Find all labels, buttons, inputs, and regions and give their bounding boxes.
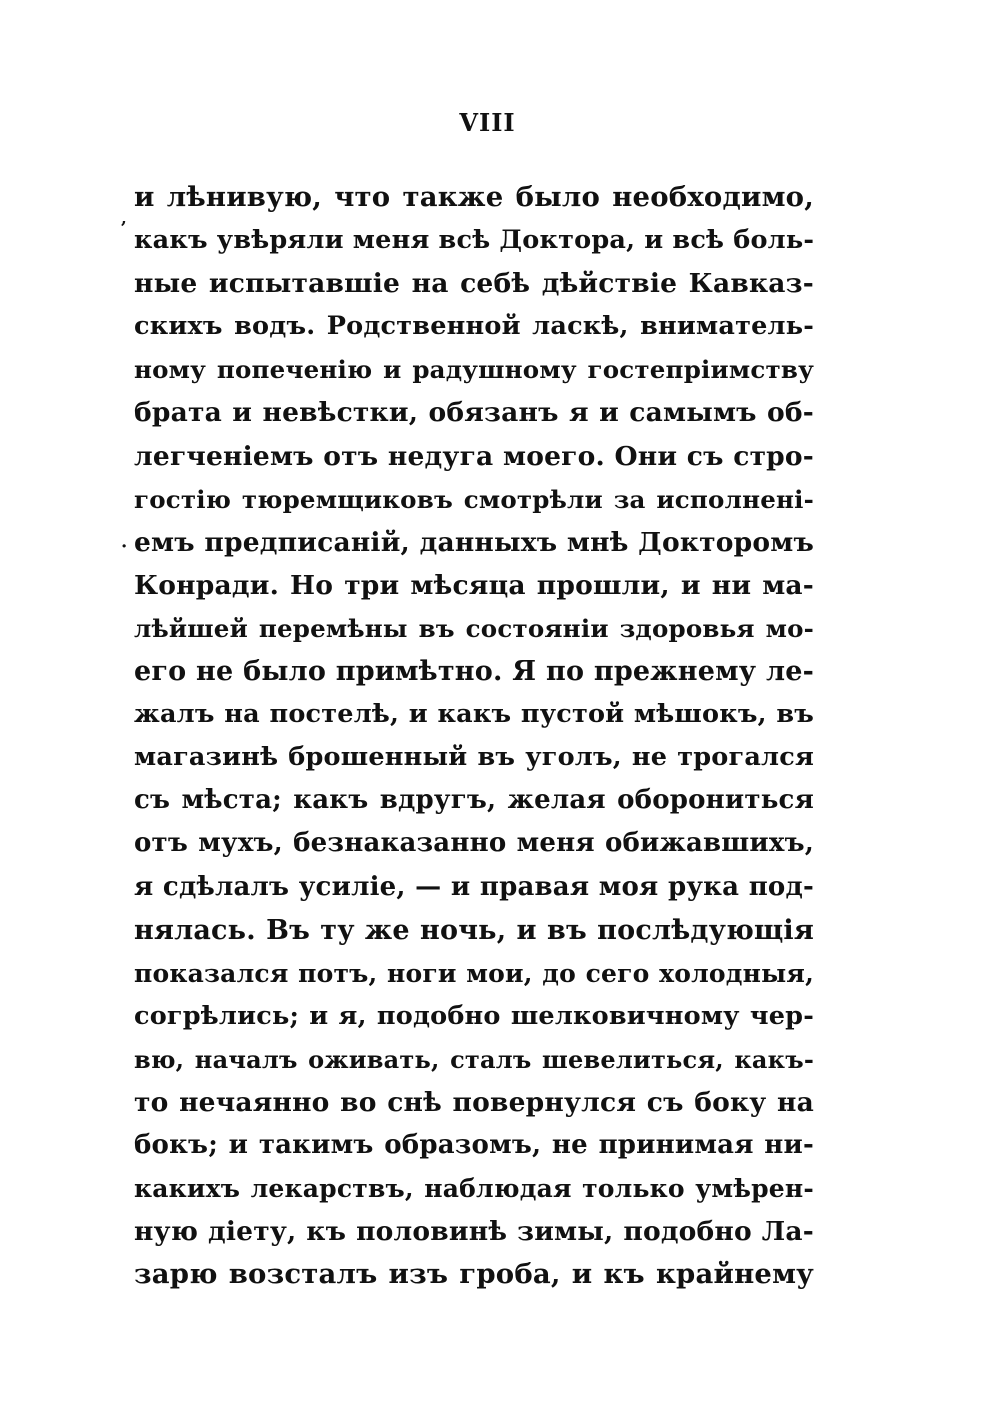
text-line: скихъ водъ. Родственной ласкѣ, вниматель- [134, 311, 814, 342]
text-line: согрѣлись; и я, подобно шелковичному чер- [134, 1000, 814, 1031]
text-line: вю, началъ оживать, сталъ шевелиться, какъ- [134, 1044, 814, 1074]
text-line: магазинѣ брошенный въ уголъ, не трогался [134, 742, 814, 773]
text-line: гостію тюремщиковъ смотрѣли за исполнені- [134, 484, 814, 514]
page-number: VIII [459, 108, 516, 137]
text-line: брата и невѣстки, обязанъ я и самымъ об- [134, 397, 814, 429]
text-line: и лѣнивую, что также было необходимо, [134, 181, 814, 213]
text-line: я сдѣлалъ усиліе, — и правая моя рука под- [134, 871, 814, 902]
text-line: жалъ на постелѣ, и какъ пустой мѣшокъ, въ [134, 699, 814, 730]
text-line: лѣйшей перемѣны въ состояніи здоровья мо- [134, 613, 814, 643]
ink-speck: · [121, 536, 128, 557]
text-line: его не было примѣтно. Я по прежнему ле- [134, 656, 814, 688]
text-line: то нечаянно во снѣ повернулся съ боку на [134, 1086, 814, 1118]
text-line: нялась. Въ ту же ночь, и въ послѣдующія [134, 914, 814, 946]
text-line: бокъ; и такимъ образомъ, не принимая ни- [134, 1130, 814, 1161]
text-line: съ мѣста; какъ вдругъ, желая оборониться [134, 785, 814, 816]
text-line: ному попеченію и радушному гостепріимству [134, 355, 814, 385]
text-line: Конради. Но три мѣсяца прошли, и ни ма- [134, 569, 814, 601]
text-line: ную діету, къ половинѣ зимы, подобно Ла- [134, 1216, 814, 1248]
ink-speck: ʼ [120, 218, 127, 239]
body-text [134, 176, 814, 1296]
text-line: зарю возсталъ изъ гроба, и къ крайнему [134, 1258, 814, 1291]
text-line: ные испытавшіе на себѣ дѣйствіе Кавказ- [134, 268, 814, 300]
text-line: емъ предписаній, данныхъ мнѣ Докторомъ [134, 526, 814, 558]
text-line: какихъ лекарствъ, наблюдая только умѣрен- [134, 1174, 814, 1204]
text-line: какъ увѣряли меня всѣ Доктора, и всѣ боль- [134, 225, 815, 256]
text-line: показался потъ, ноги мои, до сего холодныя, [134, 958, 814, 988]
text-line: отъ мухъ, безнаказанно меня обижавшихъ, [134, 828, 814, 859]
text-line: легченіемъ отъ недуга моего. Они съ стро- [134, 440, 814, 472]
